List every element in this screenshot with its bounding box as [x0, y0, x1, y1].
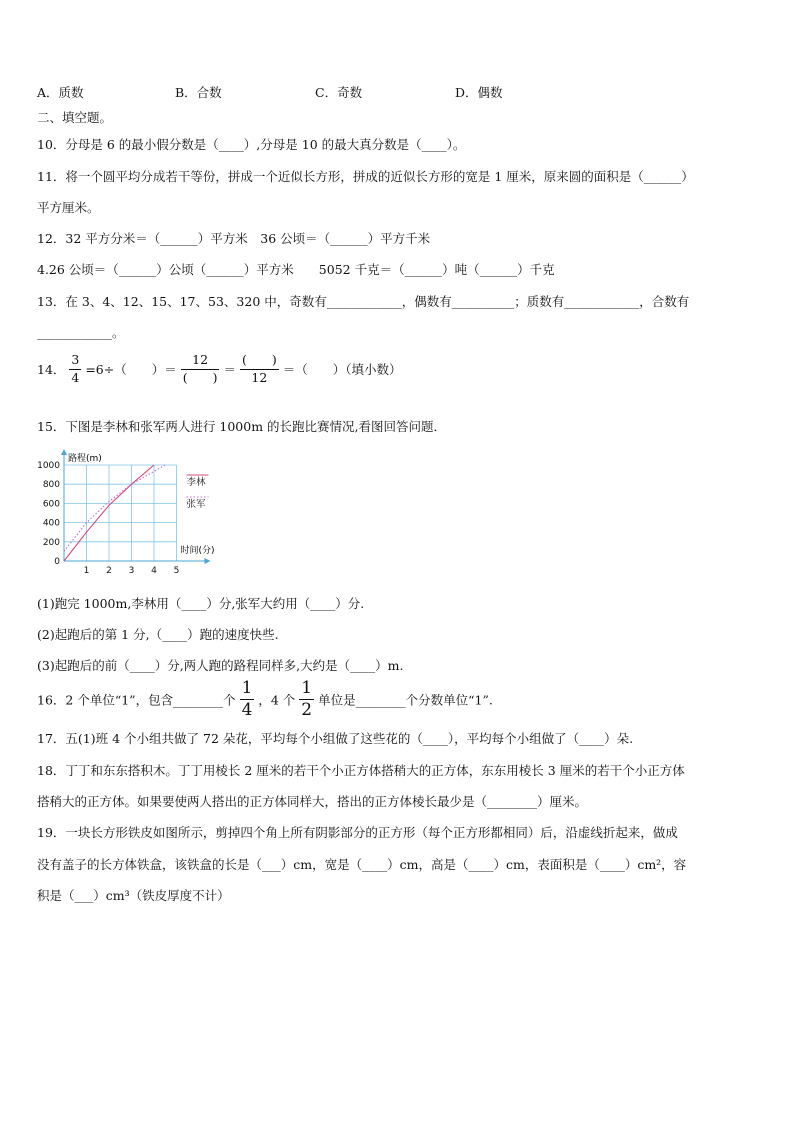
- section-title: 二、填空题。: [37, 110, 113, 125]
- y-tick-label: 200: [42, 537, 60, 548]
- fraction-1-2: $\frac{1}{2}$: [301, 678, 313, 720]
- question-16: [37, 680, 493, 719]
- question-13-line2: ____________。: [37, 325, 125, 340]
- fraction-3-4: $\frac{3}{4}$: [71, 352, 80, 385]
- question-12-line1: 12．32 平方分米＝（______）平方米 36 公顷＝（______）平方千米: [37, 231, 431, 246]
- option-b: B．合数: [175, 85, 222, 100]
- question-11-line1: 11．将一个圆平均分成若干等份，拼成一个近似长方形，拼成的近似长方形的宽是 1 厘米，原来圆的面积是（______）: [37, 169, 694, 184]
- chart-ticks: [37, 461, 179, 576]
- y-tick-label: 1000: [37, 461, 60, 471]
- option-d: D．偶数: [455, 85, 503, 100]
- question-14-eq1: =6÷（ ）＝: [85, 362, 177, 377]
- x-tick-label: 5: [173, 566, 180, 576]
- question-14: [37, 354, 401, 384]
- y-tick-label: 0: [54, 557, 60, 567]
- fraction-1-4: $\frac{1}{4}$: [241, 678, 253, 720]
- question-14-number: 14．: [37, 362, 66, 377]
- question-19-line3: 积是（___）cm³（铁皮厚度不计）: [37, 888, 230, 903]
- legend-label: 李林: [186, 477, 206, 488]
- question-19-line2: 没有盖子的长方体铁盒，该铁盒的长是（___）cm，宽是（____）cm，高是（____）cm，表面积是（____）cm²，容: [37, 857, 687, 872]
- x-tick-label: 2: [106, 566, 112, 576]
- fraction-blank-12: $\frac{( )}{12}$: [241, 352, 277, 385]
- chart-y-label: 路程(m): [68, 454, 102, 464]
- chart-legend: [187, 475, 209, 510]
- question-15-2: (2)起跑后的第 1 分,（____）跑的速度快些.: [37, 627, 279, 642]
- question-16-part3: 单位是________个分数单位“1”.: [318, 692, 493, 708]
- question-16-part2: ，4 个: [258, 692, 296, 708]
- x-axis-arrow: [205, 558, 211, 564]
- question-14-tail: ＝（ ）（填小数）: [282, 362, 402, 377]
- race-chart-svg: [37, 446, 237, 576]
- x-tick-label: 3: [128, 566, 135, 576]
- y-tick-label: 600: [42, 499, 60, 510]
- question-10: 10．分母是 6 的最小假分数是（____）,分母是 10 的最大真分数是（____）。: [37, 137, 466, 152]
- chart-x-label: 时间(分): [180, 546, 215, 556]
- chart-lines: [64, 465, 165, 561]
- question-19-line1: 19．一块长方形铁皮如图所示，剪掉四个角上所有阴影部分的正方形（每个正方形都相同）后，沿虚线折起来，做成: [37, 825, 678, 840]
- option-c: C．奇数: [315, 85, 363, 100]
- question-14-eq2: ＝: [223, 362, 236, 377]
- question-16-part1: 16．2 个单位“1”，包含________个: [37, 692, 236, 708]
- series-line-zhangjun: [64, 465, 165, 551]
- question-11-line2: 平方厘米。: [37, 200, 100, 215]
- x-tick-label: 4: [151, 566, 157, 576]
- question-17: 17．五(1)班 4 个小组共做了 72 朵花，平均每个小组做了这些花的（____），平均每个小组做了（____）朵.: [37, 731, 634, 746]
- question-12-line2: 4.26 公顷＝（______）公顷（______）平方米 5052 千克＝（______）吨（______）千克: [37, 262, 555, 277]
- x-tick-label: 1: [83, 566, 90, 576]
- option-a: A．质数: [37, 85, 84, 100]
- y-tick-label: 400: [42, 518, 60, 529]
- y-axis-arrow: [61, 449, 67, 455]
- question-15-3: (3)起跑后的前（____）分,两人跑的路程同样多,大约是（____）m.: [37, 658, 404, 673]
- question-15-1: (1)跑完 1000m,李林用（____）分,张军大约用（____）分.: [37, 596, 365, 611]
- fraction-12-blank: $\frac{12}{( )}$: [182, 352, 218, 385]
- chart-grid: [64, 465, 177, 561]
- question-13-line1: 13．在 3、4、12、15、17、53、320 中，奇数有____________，偶数有__________；质数有____________，合数有: [37, 294, 690, 309]
- legend-label: 张军: [186, 499, 206, 510]
- question-15: 15．下图是李林和张军两人进行 1000m 的长跑比赛情况,看图回答问题．: [37, 419, 446, 434]
- question-18-line1: 18．丁丁和东东搭积木。丁丁用棱长 2 厘米的若干个小正方体搭稍大的正方体，东东用棱长 3 厘米的若干个小正方体: [37, 763, 685, 778]
- race-chart: [37, 446, 237, 576]
- y-tick-label: 800: [42, 480, 60, 491]
- question-18-line2: 搭稍大的正方体。如果要使两人搭出的正方体同样大，搭出的正方体棱长最少是（________）厘米。: [37, 794, 588, 809]
